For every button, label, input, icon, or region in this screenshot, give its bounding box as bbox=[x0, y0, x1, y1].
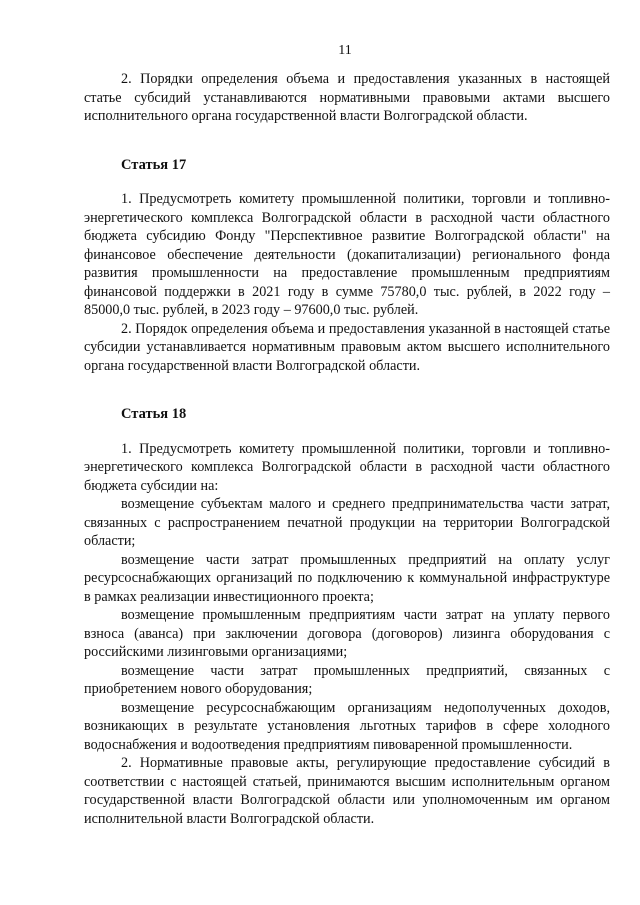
article-18-paragraph-1: 1. Предусмотреть комитету промышленной политики, торговли и топливно-энергетического комплекса Волгоградской области в расходной части областного бюджета субсидии на: bbox=[84, 440, 610, 494]
article-17-title: Статья 17 bbox=[121, 156, 187, 173]
paragraph-subsidy-procedures: 2. Порядки определения объема и предоставления указанных в настоящей статье субсидий устанавливаются нормативными правовыми актами высшего исполнительного органа государственной власти Волгоградской области. bbox=[84, 71, 610, 124]
article-18-item-1: возмещение субъектам малого и среднего предпринимательства части затрат, связанных с распространением печатной продукции на территории Волгоградской области; bbox=[84, 496, 610, 549]
article-18-item-3: возмещение промышленным предприятиям части затрат на уплату первого взноса (аванса) при заключении договора (договоров) лизинга оборудования с российскими лизинговыми организациями; bbox=[84, 607, 610, 660]
document-body bbox=[84, 70, 610, 828]
article-18-title: Статья 18 bbox=[121, 406, 187, 422]
article-17-paragraph-1: 1. Предусмотреть комитету промышленной политики, торговли и топливно-энергетического комплекса Волгоградской области в расходной части областного бюджета субсидию Фонду "Перспективное развитие Волгоградской области" на финансовое обеспечение деятельности (докапитализации) регионального фонда развития промышленности на предоставление промышленным предприятиям финансовой поддержки в 2021 году в сумме 75780,0 тыс. рублей, в 2022 году – 85000,0 тыс. рублей, в 2023 году – 97600,0 тыс. рублей. bbox=[84, 191, 610, 318]
article-18-item-4: возмещение части затрат промышленных предприятий, связанных с приобретением нового оборудования; bbox=[84, 662, 610, 697]
article-18-item-5: возмещение ресурсоснабжающим организациям недополученных доходов, возникающих в результате установления льготных тарифов в сфере холодного водоснабжения и водоотведения предприятиям пивоваренной промышленности. bbox=[84, 699, 610, 753]
article-18-paragraph-2: 2. Нормативные правовые акты, регулирующие предоставление субсидий в соответствии с настоящей статьей, принимаются высшим исполнительным органом государственной власти Волгоградской области или уполномоченным им органом исполнительной власти Волгоградской области. bbox=[84, 755, 610, 827]
article-17-paragraph-2: 2. Порядок определения объема и предоставления указанной в настоящей статье субсидии устанавливается нормативным правовым актом высшего исполнительного органа государственной власти Волгоградской области. bbox=[84, 320, 610, 374]
page-number: 11 bbox=[338, 43, 352, 58]
article-18-item-2: возмещение части затрат промышленных предприятий на оплату услуг ресурсоснабжающих организаций по подключению к коммунальной инфраструктуре в рамках реализации инвестиционного проекта; bbox=[84, 551, 610, 605]
